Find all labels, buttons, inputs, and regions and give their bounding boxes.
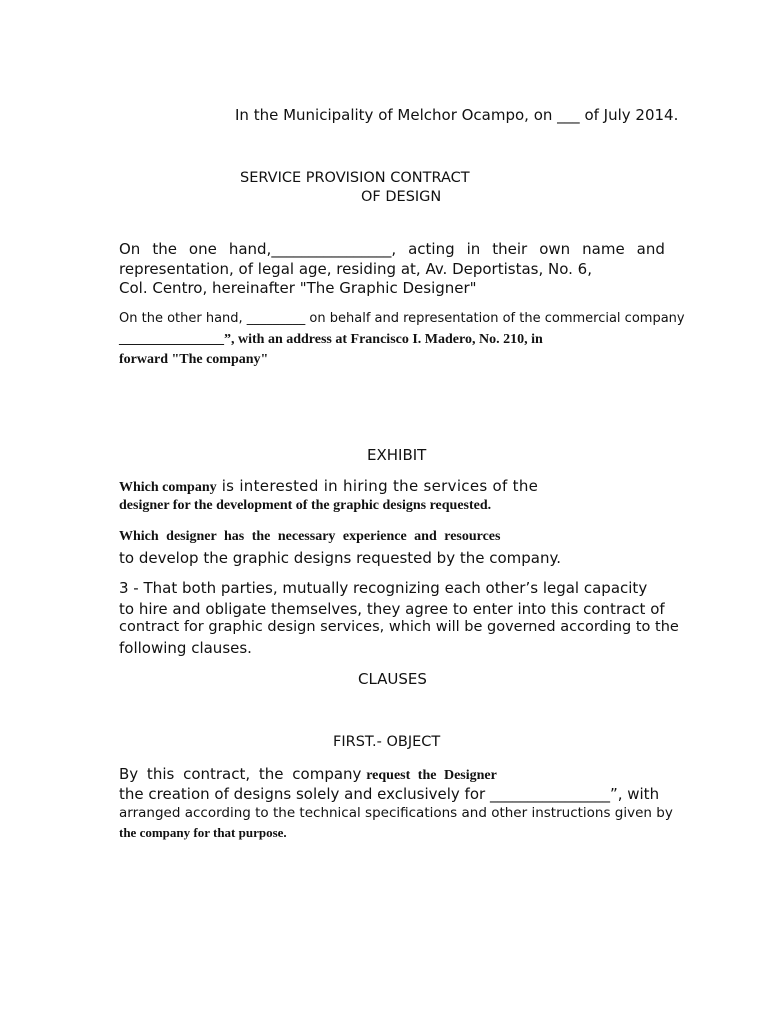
exhibit-item1-line1 — [119, 477, 538, 496]
company-party-line3: forward "The company" — [119, 352, 269, 367]
company-party-line1: On the other hand, _________ on behalf and representation of the commercial company — [119, 311, 685, 326]
word: the — [152, 240, 177, 258]
first-clause-line1-bold: request the Designer — [366, 768, 497, 783]
exhibit-item3-line3: contract for graphic design services, which will be governed according to the — [119, 619, 679, 635]
first-clause-line1 — [119, 765, 497, 784]
word: one — [188, 240, 217, 258]
contract-title-line2: OF DESIGN — [361, 189, 442, 205]
exhibit-item2-line1: Which designer has the necessary experience and resources — [119, 529, 501, 544]
word: own — [539, 240, 571, 258]
word: acting — [408, 240, 455, 258]
word: in — [466, 240, 481, 258]
first-clause-heading: FIRST.- OBJECT — [333, 734, 441, 750]
designer-party-line3: Col. Centro, hereinafter "The Graphic Designer" — [119, 279, 477, 297]
exhibit-heading: EXHIBIT — [367, 446, 427, 464]
clauses-heading: CLAUSES — [358, 670, 427, 688]
exhibit-item3-line2: to hire and obligate themselves, they agree to enter into this contract of — [119, 600, 665, 618]
designer-party-line2: representation, of legal age, residing at, Av. Deportistas, No. 6, — [119, 260, 592, 278]
word: and — [636, 240, 665, 258]
exhibit-item2-line2: to develop the graphic designs requested by the company. — [119, 549, 561, 567]
exhibit-item1-bold: Which company — [119, 480, 217, 495]
first-clause-line1-start: By this contract, the company — [119, 765, 362, 783]
exhibit-item1-line2: designer for the development of the graphic designs requested. — [119, 498, 492, 513]
location-date-line: In the Municipality of Melchor Ocampo, on ___ of July 2014. — [235, 106, 679, 124]
designer-party-line1 — [119, 240, 665, 258]
company-party-line2: _______________”, with an address at Francisco I. Madero, No. 210, in — [119, 332, 543, 347]
exhibit-item3-line4: following clauses. — [119, 639, 252, 657]
exhibit-item1-rest: is interested in hiring the services of the — [216, 477, 539, 495]
word: On — [119, 240, 141, 258]
exhibit-item3-line1: 3 - That both parties, mutually recognizing each other’s legal capacity — [119, 579, 648, 597]
word: name — [582, 240, 625, 258]
first-clause-line3: arranged according to the technical specifications and other instructions given by — [119, 805, 673, 821]
first-clause-line2: the creation of designs solely and exclusively for ________________”, with — [119, 785, 660, 803]
word: their — [492, 240, 528, 258]
first-clause-line4: the company for that purpose. — [119, 825, 287, 840]
contract-title-line1: SERVICE PROVISION CONTRACT — [240, 170, 470, 186]
word: hand,________________, — [228, 240, 397, 258]
